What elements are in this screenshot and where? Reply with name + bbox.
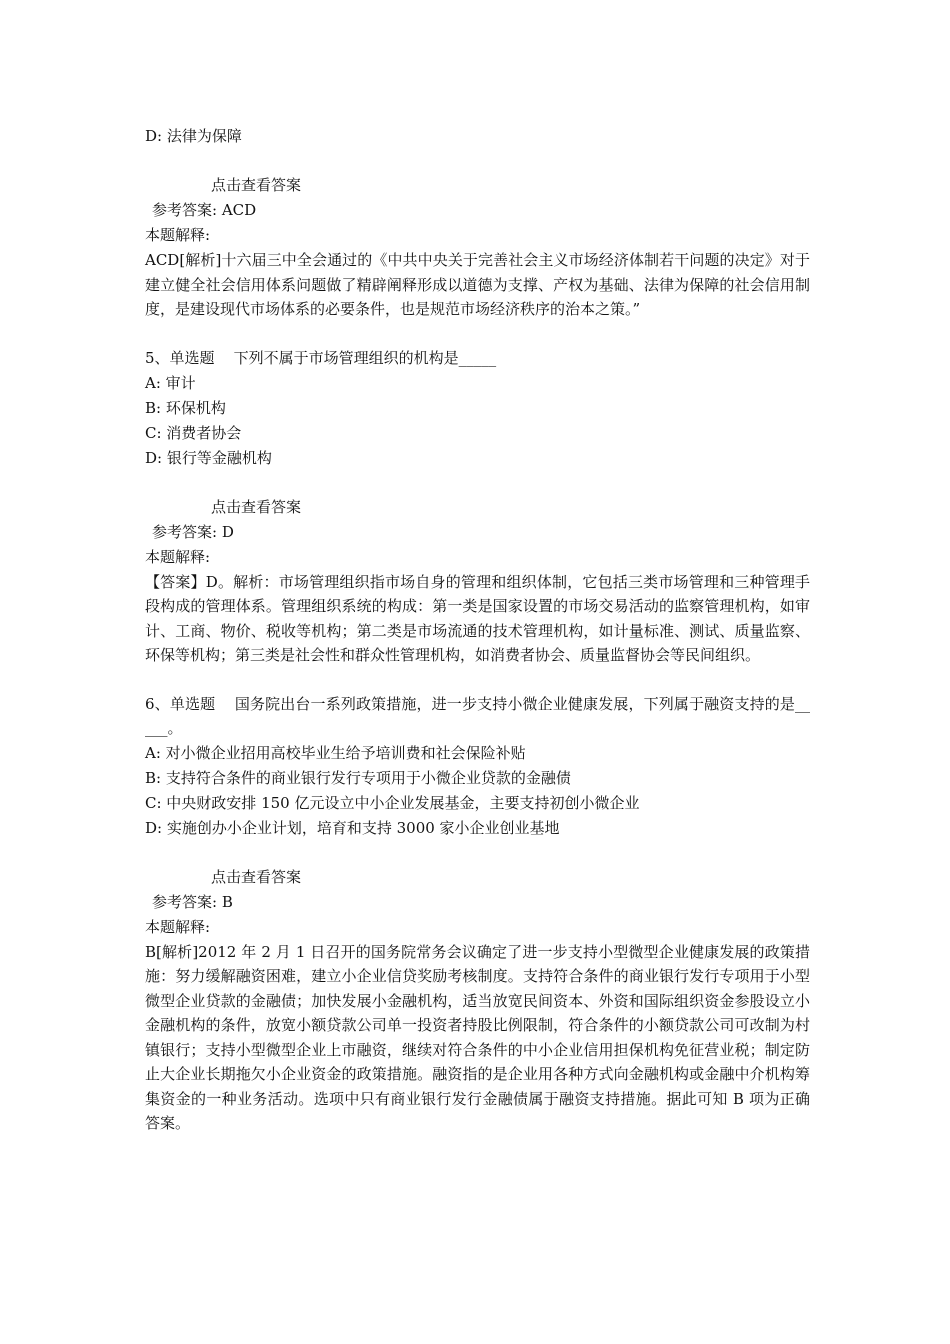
explanation-label: 本题解释: <box>145 226 211 244</box>
explanation-text: 【答案】D。解析：市场管理组织指市场自身的管理和组织体制，它包括三类市场管理和三种管理手段构成的管理体系。管理组织系统的构成：第一类是国家设置的市场交易活动的监察管理机构，如审计、工商、物价、税收等机构；第二类是市场流通的技术管理机构，如计量标准、测试、质量监察、环保等机构；第三类是社会性和群众性管理机构，如消费者协会、质量监督协会等民间组织。 <box>145 572 810 664</box>
option-d: D: 法律为保障 <box>145 127 242 145</box>
option-a: A: 审计 <box>145 373 196 392</box>
reference-answer: 参考答案: D <box>152 522 234 541</box>
explanation-label: 本题解释: <box>145 917 211 936</box>
explanation-label: 本题解释: <box>145 547 211 566</box>
option-c: C: 消费者协会 <box>145 423 242 442</box>
option-d: D: 银行等金融机构 <box>145 448 272 467</box>
check-answer-link[interactable]: 点击查看答案 <box>211 497 302 516</box>
option-d: D: 实施创办小企业计划，培育和支持 3000 家小企业创业基地 <box>145 818 560 837</box>
option-b: B: 环保机构 <box>145 398 226 417</box>
spacer <box>145 322 810 346</box>
reference-answer: 参考答案: B <box>152 892 233 911</box>
reference-answer: 参考答案: ACD <box>152 201 257 219</box>
spacer <box>145 668 810 692</box>
explanation-text: ACD[解析]十六届三中全会通过的《中共中央关于完善社会主义市场经济体制若干问题的决定》对于建立健全社会信用体系问题做了精辟阐释形成以道德为支撑、产权为基础、法律为保障的社会信用制度，是建设现代市场体系的必要条件，也是规范市场经济秩序的治本之策。” <box>145 251 810 318</box>
spacer <box>145 471 810 495</box>
option-a: A: 对小微企业招用高校毕业生给予培训费和社会保险补贴 <box>145 743 526 762</box>
question-stem: 5、单选题 下列不属于市场管理组织的机构是_____ <box>145 348 497 367</box>
check-answer-link[interactable]: 点击查看答案 <box>211 176 302 194</box>
spacer <box>145 149 810 173</box>
option-c: C: 中央财政安排 150 亿元设立中小企业发展基金，主要支持初创小微企业 <box>145 793 640 812</box>
explanation-text: B[解析]2012 年 2 月 1 日召开的国务院常务会议确定了进一步支持小型微型企业健康发展的政策措施：努力缓解融资困难，建立小企业信贷奖励考核制度。支持符合条件的商业银行发行专项用于小型微型企业贷款的金融债；加快发展小金融机构，适当放宽民间资本、外资和国际组织资金参股设立小金融机构的条件，放宽小额贷款公司单一投资者持股比例限制，符合条件的小额贷款公司可改制为村镇银行；支持小型微型企业上市融资，继续对符合条件的中小企业信用担保机构免征营业税；制定防止大企业长期拖欠小企业资金的政策措施。融资指的是企业用各种方式向金融机构或金融中介机构筹集资金的一种业务活动。选项中只有商业银行发行金融债属于融资支持措施。据此可知 B 项为正确答案。 <box>145 942 810 1132</box>
check-answer-link[interactable]: 点击查看答案 <box>211 867 302 886</box>
spacer <box>145 841 810 865</box>
option-b: B: 支持符合条件的商业银行发行专项用于小微企业贷款的金融债 <box>145 768 571 787</box>
question-stem: 6、单选题 国务院出台一系列政策措施，进一步支持小微企业健康发展，下列属于融资支持的是_____。 <box>145 694 810 737</box>
document-page <box>145 124 810 1136</box>
